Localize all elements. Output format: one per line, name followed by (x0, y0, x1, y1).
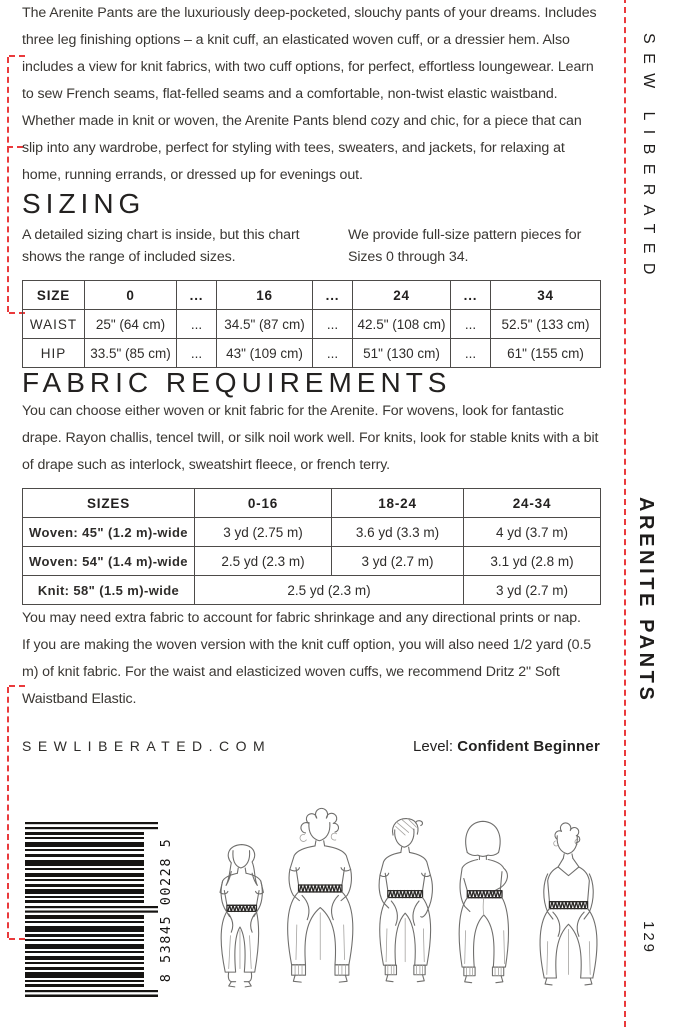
table-cell: Woven: 54" (1.4 m)-wide (23, 547, 195, 576)
table-header-cell: 18-24 (332, 489, 464, 518)
table-header-cell: ... (451, 281, 491, 310)
table-header-cell: 24 (353, 281, 451, 310)
footer-row (22, 738, 600, 755)
fabric-requirements-table (22, 488, 601, 605)
level-value: Confident Beginner (457, 738, 600, 755)
table-header-cell: ... (177, 281, 217, 310)
website-text: SEWLIBERATED.COM (22, 738, 272, 754)
table-header-cell: SIZES (23, 489, 195, 518)
sizing-table-header-row (23, 281, 601, 310)
table-cell: 61" (155 cm) (491, 339, 601, 368)
pants-figure-front-camisole (526, 814, 613, 998)
table-cell: Woven: 45" (1.2 m)-wide (23, 518, 195, 547)
table-cell: 34.5" (87 cm) (217, 310, 313, 339)
table-cell: ... (451, 339, 491, 368)
pants-figure-front-curly-hair (276, 798, 366, 998)
sizing-table-hip-row (23, 339, 601, 368)
level-label: Level: (413, 738, 454, 755)
table-cell: HIP (23, 339, 85, 368)
fabric-table-header-row (23, 489, 601, 518)
table-cell: 43" (109 cm) (217, 339, 313, 368)
fabric-intro-paragraph: You can choose either woven or knit fabric for the Arenite. For wovens, look for fantastic drape. Rayon challis, tencel twill, or silk noil work well. For knits, look for stable knits with a bit of drape such as interlock, sweatshirt fleece, or french terry. (22, 403, 599, 473)
table-header-cell: 34 (491, 281, 601, 310)
main-column (22, 0, 600, 755)
fabric-table-row-woven54 (23, 547, 601, 576)
skill-level (413, 738, 600, 755)
sizing-intro-left: A detailed sizing chart is inside, but this chart shows the range of included sizes. (22, 227, 300, 265)
left-fold-mark-bottom (7, 687, 18, 938)
table-cell: 4 yd (3.7 m) (464, 518, 601, 547)
table-cell: ... (451, 310, 491, 339)
fabric-note-shrinkage: You may need extra fabric to account for fabric shrinkage and any directional prints or nap. (22, 610, 581, 626)
table-cell: 3 yd (2.75 m) (195, 518, 332, 547)
table-cell: 25" (64 cm) (85, 310, 177, 339)
barcode-bars (25, 822, 177, 1000)
sizing-table-waist-row (23, 310, 601, 339)
table-cell: ... (313, 339, 353, 368)
table-cell: WAIST (23, 310, 85, 339)
table-cell: 3.1 yd (2.8 m) (464, 547, 601, 576)
table-header-cell: ... (313, 281, 353, 310)
left-fold-mark-middle-tick (7, 146, 23, 148)
fabric-requirements-heading: FABRIC REQUIREMENTS (22, 367, 452, 398)
table-cell: 3 yd (2.7 m) (332, 547, 464, 576)
table-cell: 3 yd (2.7 m) (464, 576, 601, 605)
barcode-digits: 8 53845 00228 5 (158, 837, 174, 983)
table-cell: 2.5 yd (2.3 m) (195, 576, 464, 605)
table-cell: ... (177, 339, 217, 368)
left-fold-mark-top (7, 57, 18, 312)
sizing-heading: SIZING (22, 188, 146, 219)
brand-vertical-text: SEW LIBERATED (640, 33, 657, 284)
pants-figure-back-view (443, 806, 526, 998)
pattern-name-vertical-text: ARENITE PANTS (635, 497, 657, 704)
sizing-table (22, 280, 601, 368)
table-header-cell: 16 (217, 281, 313, 310)
pants-figure-front-slim (207, 830, 276, 998)
table-cell: 52.5" (133 cm) (491, 310, 601, 339)
table-cell: 2.5 yd (2.3 m) (195, 547, 332, 576)
right-fold-line (624, 0, 626, 1027)
table-cell: ... (313, 310, 353, 339)
intro-paragraph-2: Whether made in knit or woven, the Arenite Pants blend cozy and chic, for a piece that can slip into any wardrobe, perfect for styling with tees, sweaters, and jackets, for relaxing at home, running errands, or dressed up for evenings out. (22, 113, 582, 183)
fabric-table-row-knit58 (23, 576, 601, 605)
garment-illustrations (207, 788, 613, 998)
table-header-cell: 24-34 (464, 489, 601, 518)
fabric-table-row-woven45 (23, 518, 601, 547)
table-cell: Knit: 58" (1.5 m)-wide (23, 576, 195, 605)
table-header-cell: SIZE (23, 281, 85, 310)
table-header-cell: 0 (85, 281, 177, 310)
sizing-intro-columns (22, 225, 600, 268)
table-header-cell: 0-16 (195, 489, 332, 518)
table-cell: 42.5" (108 cm) (353, 310, 451, 339)
pants-figure-front-headwrap (367, 804, 443, 998)
fabric-note-elastic: If you are making the woven version with the knit cuff option, you will also need 1/2 yard (0.5 m) of knit fabric. For the waist and elasticized woven cuffs, we recommend Dritz 2" Soft Waistband Elastic. (22, 637, 592, 707)
table-cell: 3.6 yd (3.3 m) (332, 518, 464, 547)
sizing-intro-right: We provide full-size pattern pieces for Sizes 0 through 34. (348, 227, 582, 265)
pattern-number-vertical-text: 129 (640, 921, 657, 956)
table-cell: 33.5" (85 cm) (85, 339, 177, 368)
table-cell: 51" (130 cm) (353, 339, 451, 368)
intro-paragraph-1: The Arenite Pants are the luxuriously deep-pocketed, slouchy pants of your dreams. Includes three leg finishing options – a knit cuff, an elasticated woven cuff, or a dressier hem. Also includes a view for knit fabrics, with two cuff options, for perfect, effortless loungewear. Learn to sew French seams, flat-felled seams and a comfortable, non-twist elastic waistband. (22, 5, 597, 102)
table-cell: ... (177, 310, 217, 339)
barcode (25, 822, 177, 1005)
